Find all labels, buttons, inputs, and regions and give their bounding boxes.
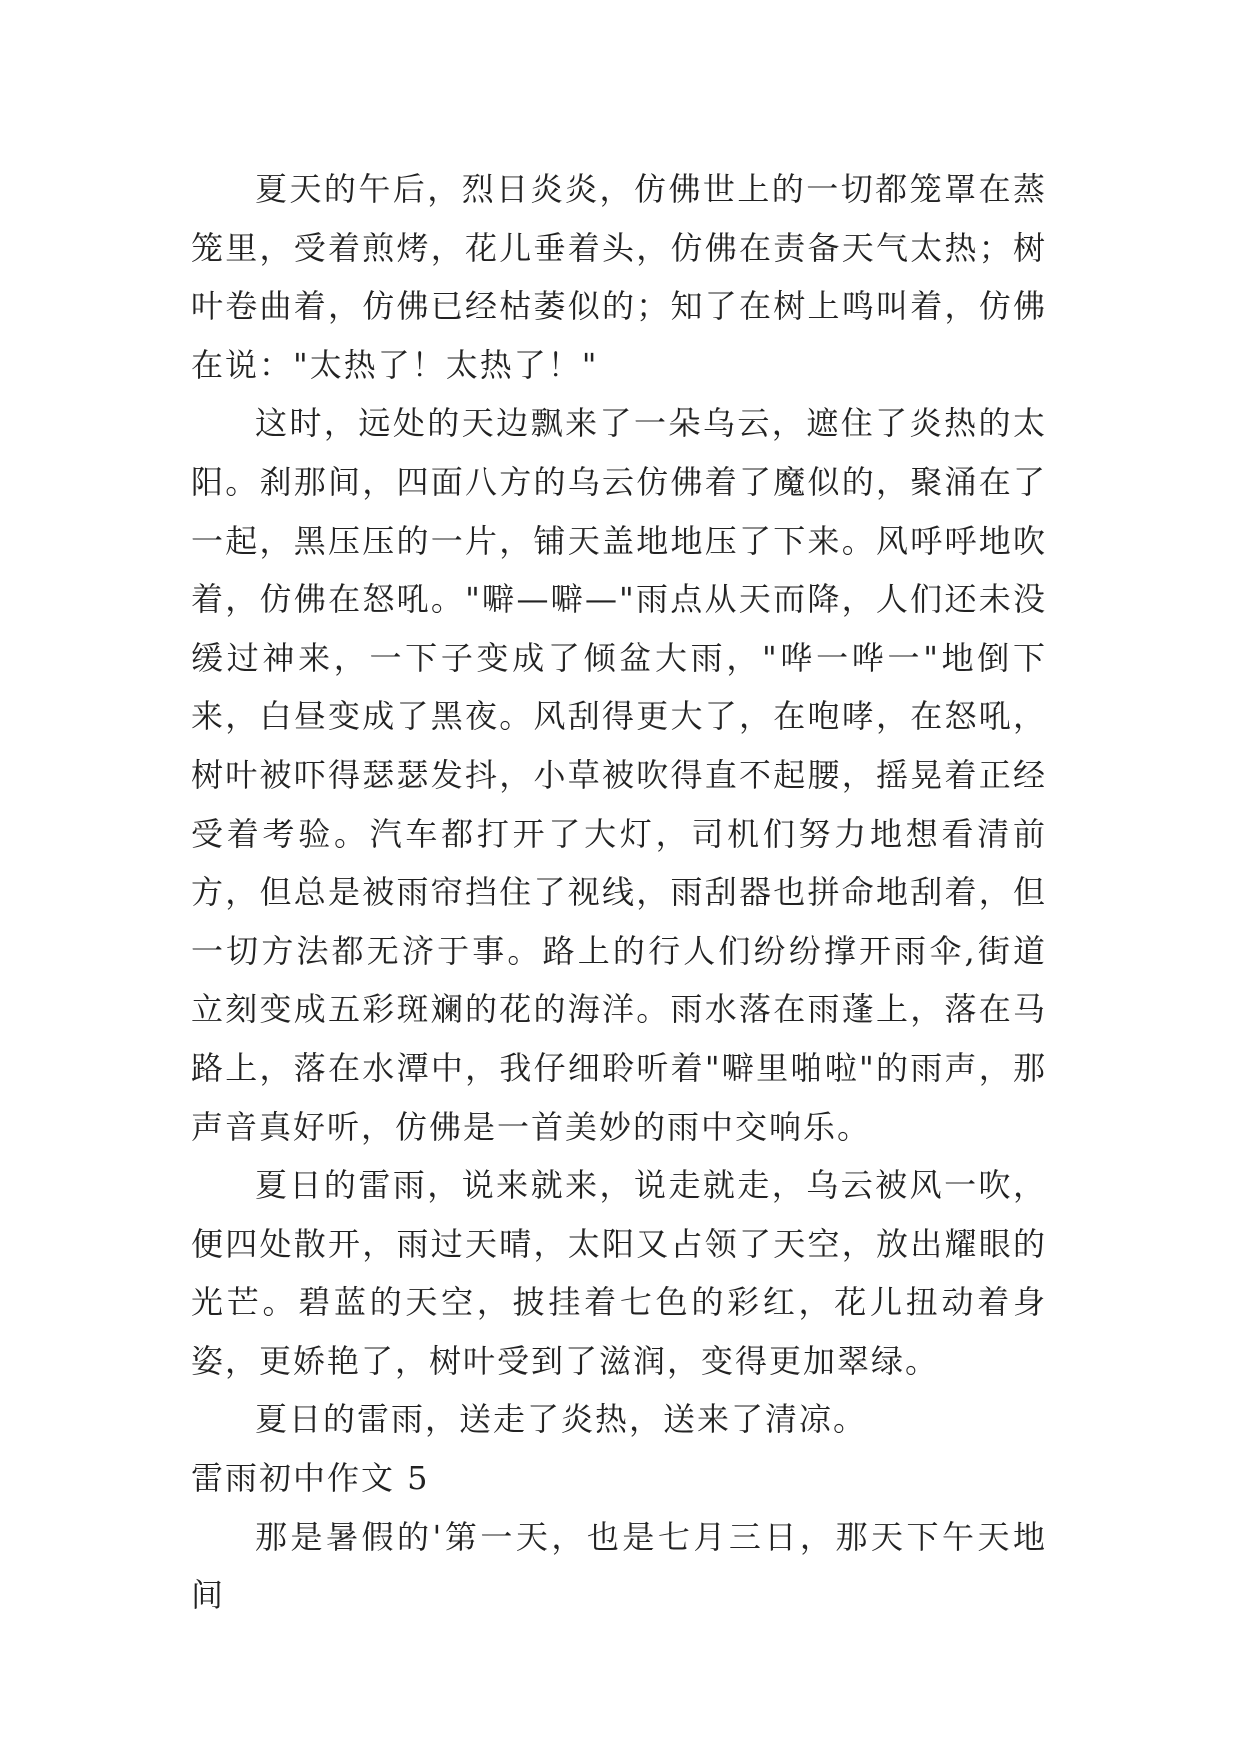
paragraph-4: 夏日的雷雨，送走了炎热，送来了清凉。: [255, 1400, 868, 1439]
paragraph-3: 夏日的雷雨，说来就来，说走就走，乌云被风一吹，便四处散开，雨过天晴，太阳又占领了天空，放出耀眼的光芒。碧蓝的天空，披挂着七色的彩红，花儿扭动着身姿，更娇艳了，树叶受到了滋润，变得更加翠绿。: [191, 1166, 1047, 1380]
paragraph-5: 那是暑假的'第一天，也是七月三日，那天下午天地间: [191, 1517, 1047, 1615]
paragraph-1: 夏天的午后，烈日炎炎，仿佛世上的一切都笼罩在蒸笼里，受着煎烤，花儿垂着头，仿佛在责备天气太热；树叶卷曲着，仿佛已经枯萎似的；知了在树上鸣叫着，仿佛在说："太热了！太热了！": [191, 170, 1047, 384]
paragraph-2: 这时，远处的天边飘来了一朵乌云，遮住了炎热的太阳。刹那间，四面八方的乌云仿佛着了魔似的，聚涌在了一起，黑压压的一片，铺天盖地地压了下来。风呼呼地吹着，仿佛在怒吼。"噼—噼—"雨点从天而降，人们还未没缓过神来，一下子变成了倾盆大雨，"哗一哗一"地倒下来，白昼变成了黑夜。风刮得更大了，在咆哮，在怒吼，树叶被吓得瑟瑟发抖，小草被吹得直不起腰，摇晃着正经受着考验。汽车都打开了大灯，司机们努力地想看清前方，但总是被雨帘挡住了视线，雨刮器也拼命地刮着，但一切方法都无济于事。路上的行人们纷纷撑开雨伞,街道立刻变成五彩斑斓的花的海洋。雨水落在雨蓬上，落在马路上，落在水潭中，我仔细聆听着"噼里啪啦"的雨声，那声音真好听，仿佛是一首美妙的雨中交响乐。: [191, 404, 1047, 1146]
section-heading: 雷雨初中作文 5: [191, 1459, 430, 1498]
document-body: [191, 160, 1047, 1625]
